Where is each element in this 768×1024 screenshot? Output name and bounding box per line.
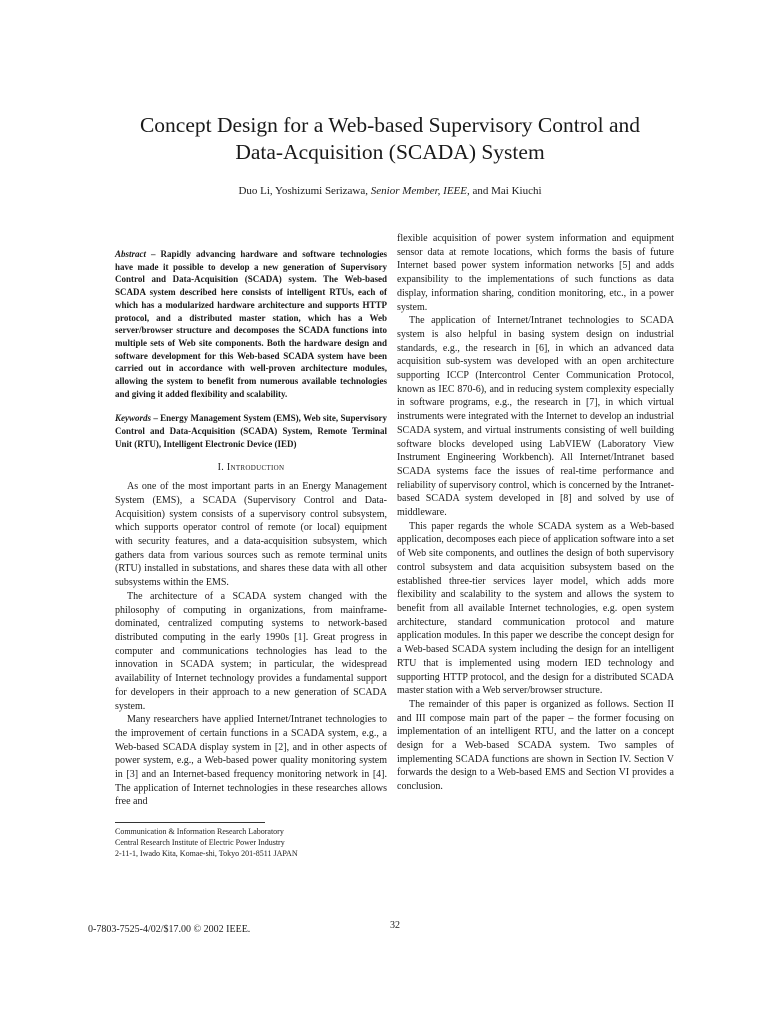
left-column (115, 248, 387, 809)
copyright-line: 0-7803-7525-4/02/$17.00 © 2002 IEEE. (88, 924, 251, 935)
footnote-line: Central Research Institute of Electric Power Industry (115, 838, 285, 847)
right-paragraph: The application of Internet/Intranet technologies to SCADA system is also helpful in basing system design on industrial standards, e.g., the research in [6], in which an advanced data acquisition sub-system was developed with an open architecture supporting ICCP (Intercontrol Center Communication Protocol, known as IEC 870-6), and in reducing system complexity especially in software programs, e.g., the research in [7], in which virtual instruments were integrated with the Internet to develop an industrial SCADA system, and virtual instruments consisting of well building software blocks developed using LabVIEW (Laboratory View Instrument Engineering Workbench). All Internet/Intranet based SCADA systems face the issues of real-time performance and reliability of supervisory control, which is concerned by the Intranet-based SCADA system developed in [8] and solved by use of middleware. (397, 315, 674, 519)
right-column (397, 232, 674, 794)
left-paragraph: Many researchers have applied Internet/Intranet technologies to the improvement of certain functions in a SCADA system, e.g., a Web-based SCADA display system in [2], and in other aspects of power system, e.g., a Web-based power quality monitoring system in [3] and an Internet-based frequency monitoring network in [4]. The application of Internet technologies in these researches allows free and (115, 714, 387, 808)
right-paragraph: flexible acquisition of power system information and equipment sensor data at remote locations, which forms the basis of future Internet based power system information networks [5] and adds expansibility to the implementations of such functions as data display, information sharing, condition monitoring, etc., in a power system. (397, 233, 674, 313)
keywords (115, 412, 387, 450)
affiliation-footnote (115, 826, 387, 859)
authors-tail: and Mai Kiuchi (469, 185, 542, 197)
right-paragraph: This paper regards the whole SCADA system as a Web-based application, decomposes each piece of application software into a set of Web site components, and outlines the design of both supervisory control subsystem and data acquisition subsystem based on the established three-tier services layer model, which adds more flexibility and scalability to the system and allows the system to benefit from all available Internet technologies, e.g. open system architecture, standard communication protocol and mature application modules. In this paper we describe the concept design for a Web-based SCADA system including the design for an intelligent RTU that is implemented using modern IED technology and supporting HTTP protocol, and the design for a distributed SCADA master station with a Web server/browser structure. (397, 520, 674, 697)
footnote-line: Communication & Information Research Laboratory (115, 827, 284, 836)
right-paragraph: The remainder of this paper is organized as follows. Section II and III compose main part of the paper – the former focusing on implementation of an intelligent RTU, and the latter on a concept design for a Web-based SCADA system. Two samples of implementing SCADA functions are shown in Section IV. Section V forwards the design to a Web-based EMS and Section VI provides a conclusion. (397, 698, 674, 793)
title-line-2: Data-Acquisition (SCADA) System (235, 140, 545, 164)
paper-title (100, 112, 680, 166)
footnote-line: 2-11-1, Iwado Kita, Komae-shi, Tokyo 201-8511 JAPAN (115, 849, 298, 858)
keywords-text: – Energy Management System (EMS), Web site, Supervisory Control and Data-Acquisition (SCADA) System, Remote Terminal Unit (RTU), Intelligent Electronic Device (IED) (115, 413, 387, 449)
page-number: 32 (390, 920, 400, 931)
abstract (115, 248, 387, 400)
keywords-lead: Keywords (115, 413, 151, 424)
left-paragraph: The architecture of a SCADA system changed with the philosophy of computing in organizations, from mainframe-dominated, centralized computing systems to network-based distributed computing in the early 1990s [1]. Great progress in computer and communications technologies has lead to the innovation in SCADA system; in particular, the widespread availability of Internet technology provides a fundamental support for developers in their approach to a new generation of SCADA system. (115, 590, 387, 712)
authors-names: Duo Li, Yoshizumi Serizawa, (238, 185, 371, 197)
abstract-text: – Rapidly advancing hardware and software technologies have made it possible to develop a new generation of Supervisory Control and Data-Acquisition (SCADA) system. The Web-based SCADA system described here consists of intelligent RTUs, each of which has a modularized hardware architecture and supports HTTP protocol, and a distributed master station, which has a Web server/browser structure and decomposes the SCADA functions into multiple sets of Web site components. Both the hardware design and software development for this Web-based SCADA system have been carried out in accordance with well-proven architecture modules, allowing the system to benefit from numerous available technologies and giving it added flexibility and scalability. (115, 249, 387, 399)
author-list (100, 185, 680, 197)
footnote-divider (115, 822, 265, 823)
left-paragraph: As one of the most important parts in an Energy Management System (EMS), a SCADA (Supervisory Control and Data-Acquisition) system consists of a supervisory control subsystem, which supports operator control of remote (or local) equipment with security features, and a data-acquisition subsystem, which gathers data from various sources such as remote terminal units (RTU) installed in substations, and shares these data with all other subsystems within the EMS. (115, 481, 387, 589)
title-line-1: Concept Design for a Web-based Supervisory Control and (139, 113, 641, 137)
section-heading-introduction: I. Introduction (217, 461, 285, 473)
authors-role: Senior Member, IEEE, (370, 185, 470, 197)
abstract-lead: Abstract (115, 249, 147, 259)
